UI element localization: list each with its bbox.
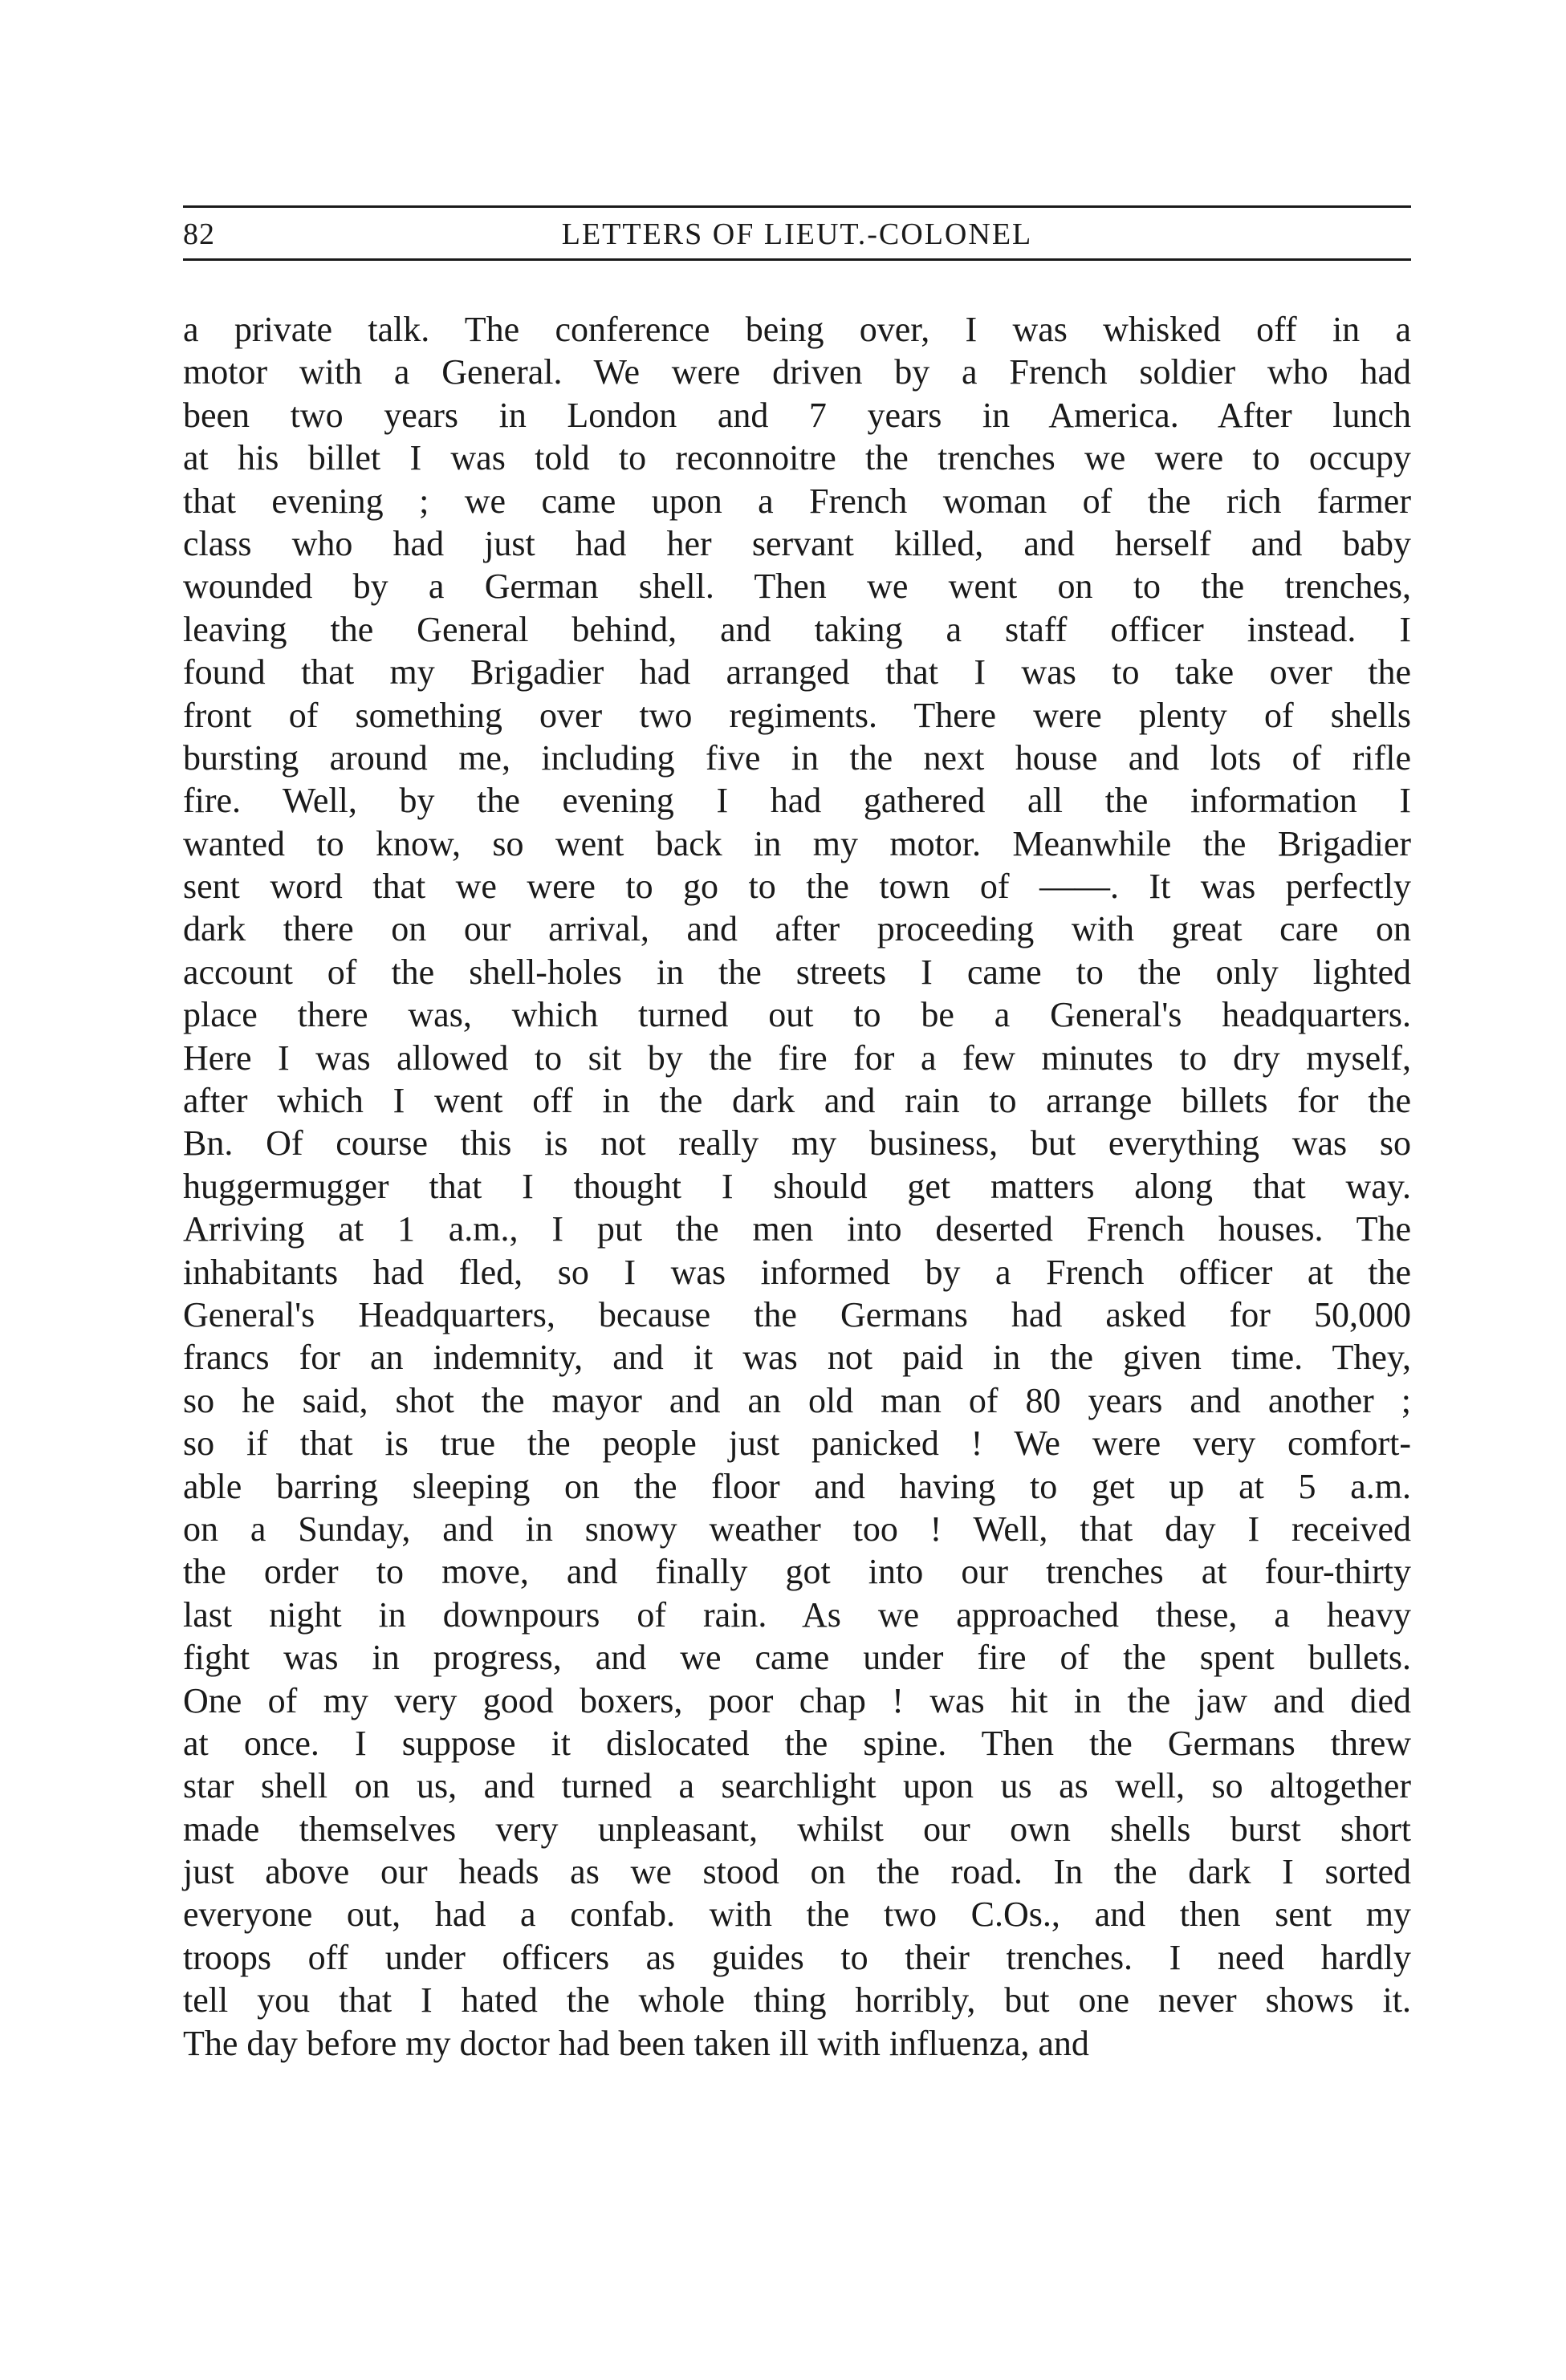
text-line: just above our heads as we stood on the road. In the dark I sorted: [183, 1852, 1411, 1892]
text-line: troops off under officers as guides to their trenches. I need hardly: [183, 1937, 1411, 1977]
text-line: One of my very good boxers, poor chap ! was hit in the jaw and died: [183, 1680, 1411, 1720]
text-line: huggermugger that I thought I should get matters along that way.: [183, 1166, 1411, 1206]
text-line: fight was in progress, and we came under fire of the spent bullets.: [183, 1638, 1411, 1678]
text-line: star shell on us, and turned a searchlight upon us as well, so altogether: [183, 1766, 1411, 1806]
header-top-rule: [183, 205, 1411, 208]
text-line: after which I went off in the dark and rain to arrange billets for the: [183, 1081, 1411, 1121]
text-line: been two years in London and 7 years in America. After lunch: [183, 395, 1411, 435]
text-line: class who had just had her servant killed, and herself and baby: [183, 523, 1411, 563]
running-head: LETTERS OF LIEUT.-COLONEL: [561, 217, 1033, 251]
text-line: able barring sleeping on the floor and having to get up at 5 a.m.: [183, 1466, 1411, 1506]
text-line: fire. Well, by the evening I had gathered all the information I: [183, 781, 1411, 821]
text-line: at his billet I was told to reconnoitre the trenches we were to occupy: [183, 438, 1411, 478]
text-line: the order to move, and finally got into our trenches at four-thirty: [183, 1552, 1411, 1592]
page-header: [183, 205, 1411, 262]
text-line: wounded by a German shell. Then we went on to the trenches,: [183, 567, 1411, 607]
text-line: inhabitants had fled, so I was informed by a French officer at the: [183, 1252, 1411, 1292]
text-line: a private talk. The conference being over, I was whisked off in a: [183, 310, 1411, 349]
text-line: so he said, shot the mayor and an old man of 80 years and another ;: [183, 1380, 1411, 1420]
body-text: [183, 308, 1411, 2065]
text-line: place there was, which turned out to be a General's headquarters.: [183, 995, 1411, 1035]
page-number: 82: [183, 217, 215, 251]
text-line: that evening ; we came upon a French woman of the rich farmer: [183, 481, 1411, 521]
text-line: last night in downpours of rain. As we approached these, a heavy: [183, 1594, 1411, 1635]
text-line: made themselves very unpleasant, whilst our own shells burst short: [183, 1809, 1411, 1849]
text-line: front of something over two regiments. There were plenty of shells: [183, 695, 1411, 735]
header-bottom-rule: [183, 258, 1411, 261]
text-line: Bn. Of course this is not really my business, but everything was so: [183, 1123, 1411, 1164]
text-line: wanted to know, so went back in my motor. Meanwhile the Brigadier: [183, 823, 1411, 863]
text-line: everyone out, had a confab. with the two C.Os., and then sent my: [183, 1895, 1411, 1935]
text-line: leaving the General behind, and taking a staff officer instead. I: [183, 609, 1411, 649]
text-line: bursting around me, including five in the next house and lots of rifle: [183, 737, 1411, 778]
text-line: francs for an indemnity, and it was not paid in the given time. They,: [183, 1338, 1411, 1378]
text-line: tell you that I hated the whole thing horribly, but one never shows it.: [183, 1980, 1411, 2021]
text-line: found that my Brigadier had arranged that I was to take over the: [183, 652, 1411, 692]
text-line: Arriving at 1 a.m., I put the men into deserted French houses. The: [183, 1209, 1411, 1249]
text-line: sent word that we were to go to the town of ——. It was perfectly: [183, 867, 1411, 907]
text-line: General's Headquarters, because the Germans had asked for 50,000: [183, 1294, 1411, 1334]
text-line: The day before my doctor had been taken ill with influenza, and: [183, 2023, 1089, 2063]
text-line: dark there on our arrival, and after proceeding with great care on: [183, 909, 1411, 949]
text-line: motor with a General. We were driven by a French soldier who had: [183, 352, 1411, 392]
text-line: at once. I suppose it dislocated the spine. Then the Germans threw: [183, 1723, 1411, 1763]
text-line: account of the shell-holes in the streets I came to the only lighted: [183, 952, 1411, 992]
text-line: so if that is true the people just panicked ! We were very comfort-: [183, 1424, 1411, 1464]
text-line: on a Sunday, and in snowy weather too ! Well, that day I received: [183, 1509, 1411, 1549]
text-line: Here I was allowed to sit by the fire for a few minutes to dry myself,: [183, 1038, 1411, 1078]
